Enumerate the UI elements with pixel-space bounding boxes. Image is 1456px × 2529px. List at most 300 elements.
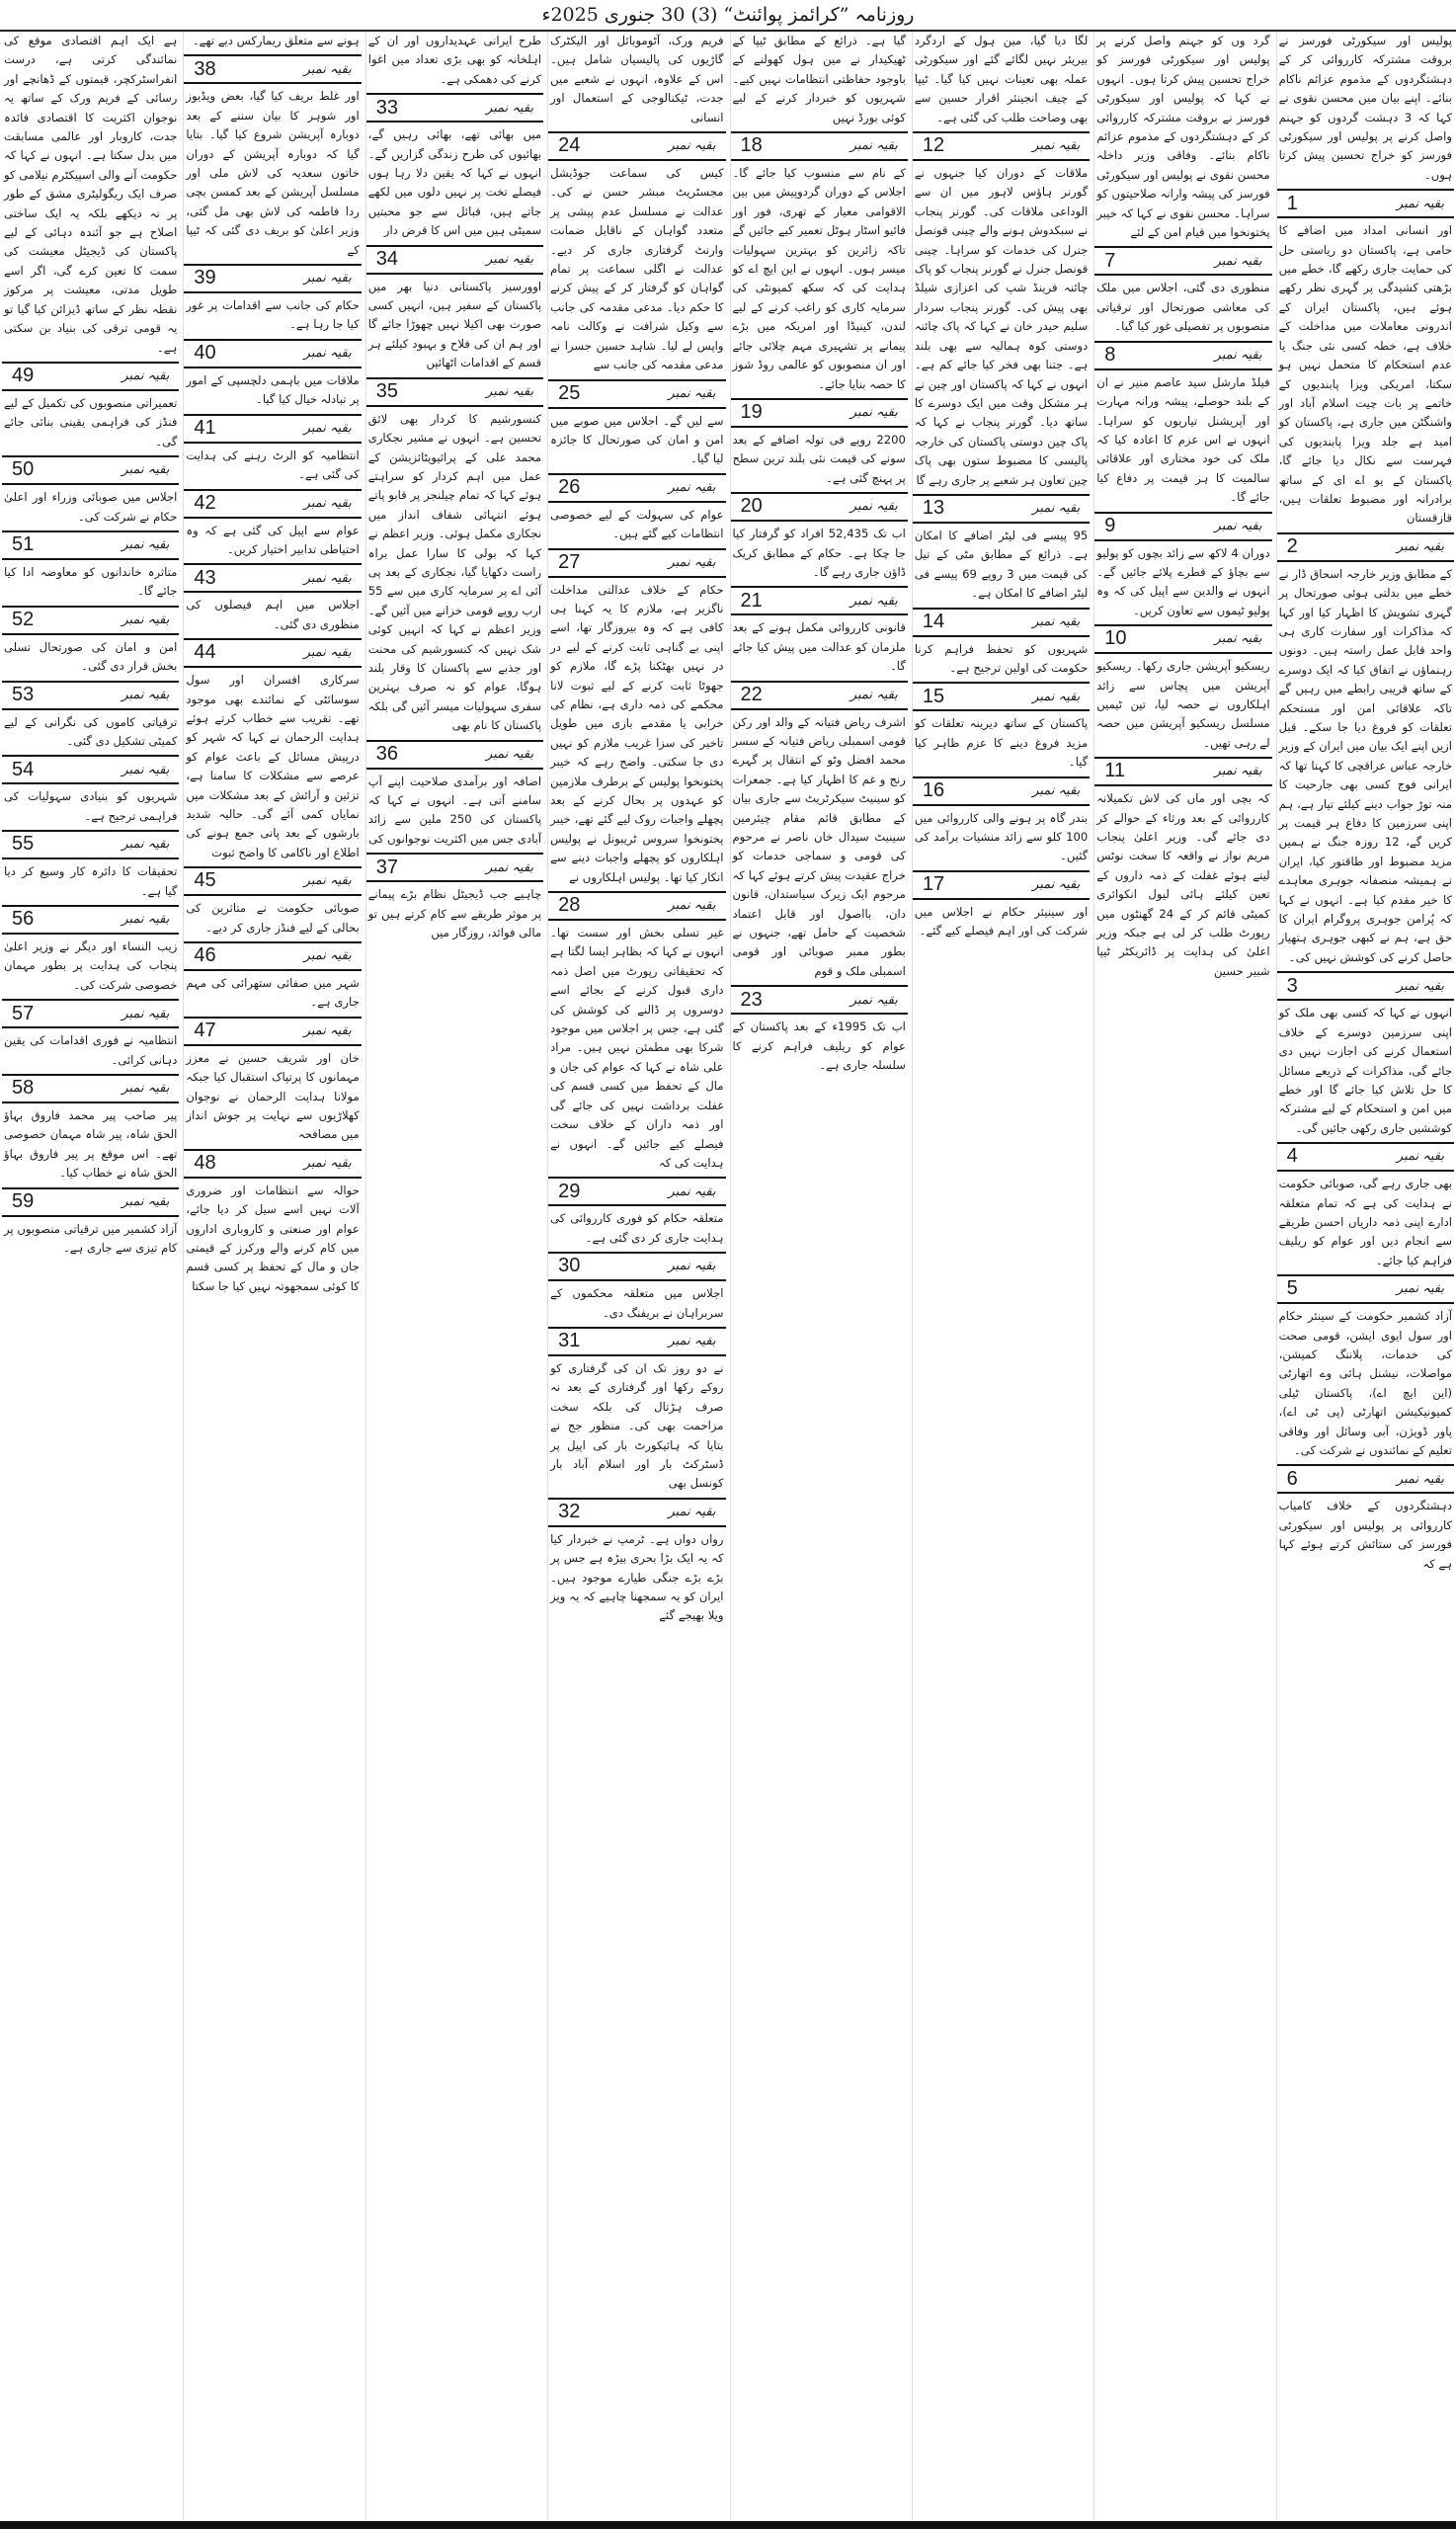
section-number: 19 bbox=[740, 401, 763, 424]
section-number: 41 bbox=[194, 416, 216, 439]
section-body-text: آزاد کشمیر حکومت کے سینئر حکام اور سول ایوی ایشن، قومی صحت کی خدمات، پلاننگ کمیشن، مواصلات، نیشنل ہائی وے اتھارٹی (این ایچ اے)، پاکستان ٹیلی کمیونیکیشن اتھارٹی (پی ٹی اے)، پاور ڈویژن، آبی وسائل اور وفاقی تعلیم کے نمائندوں نے شرکت کی۔ bbox=[1278, 1309, 1452, 1457]
continuation-section bbox=[2, 530, 179, 602]
section-number: 56 bbox=[12, 908, 35, 931]
section-body-text: 2200 روپے فی تولہ اضافے کے بعد سونے کی قیمت نئی بلند ترین سطح پر پہنچ گئی ہے۔ bbox=[732, 432, 906, 485]
section-number: 14 bbox=[922, 610, 945, 632]
continuation-section bbox=[913, 608, 1090, 679]
section-label: بقیہ نمبر bbox=[1214, 253, 1262, 269]
section-number: 39 bbox=[194, 267, 216, 289]
section-number: 8 bbox=[1104, 343, 1116, 366]
section-body-text: دوران 4 لاکھ سے زائد بچوں کو پولیو سے بچاؤ کے قطرے پلائے جائیں گے۔ انہوں نے والدین سے اپیل کی کہ وہ پولیو ٹیموں سے تعاون کریں۔ bbox=[1096, 545, 1270, 617]
section-number: 43 bbox=[194, 566, 216, 589]
continuation-section bbox=[1277, 971, 1454, 1138]
section-label: بقیہ نمبر bbox=[121, 1193, 170, 1209]
section-label: بقیہ نمبر bbox=[1396, 196, 1444, 211]
section-label: بقیہ نمبر bbox=[121, 762, 170, 777]
continuation-section bbox=[731, 131, 908, 394]
section-header bbox=[548, 1252, 725, 1281]
section-body-text: تحقیقات کا دائرہ کار وسیع کر دیا گیا ہے۔ bbox=[4, 864, 178, 898]
section-label: بقیہ نمبر bbox=[486, 746, 534, 762]
section-number: 40 bbox=[194, 342, 216, 365]
section-header bbox=[1094, 624, 1271, 654]
section-body-text: ملاقات میں باہمی دلچسپی کے امور پر تبادلہ خیال کیا گیا۔ bbox=[186, 372, 360, 407]
section-header bbox=[2, 1187, 179, 1217]
section-header bbox=[2, 681, 179, 710]
continuation-section bbox=[731, 398, 908, 488]
section-label: بقیہ نمبر bbox=[668, 1183, 716, 1199]
section-label: بقیہ نمبر bbox=[849, 138, 898, 154]
section-body-text: اجلاس میں صوبائی وزراء اور اعلیٰ حکام نے شرکت کی۔ bbox=[4, 490, 178, 524]
section-header bbox=[548, 548, 725, 578]
section-header bbox=[2, 606, 179, 635]
section-label: بقیہ نمبر bbox=[849, 499, 898, 515]
section-body-text: متعلقہ حکام کو فوری کارروائی کی ہدایت جاری کر دی گئی ہے۔ bbox=[550, 1211, 724, 1245]
continuation-section bbox=[2, 1074, 179, 1183]
section-body-text: اشرف ریاض فتیانہ کے والد اور رکن قومی اسمبلی ریاض فتیانہ کے سسر محمد افضل وٹو کے انتقال پر گہرے رنج و غم کا اظہار کیا ہے۔ جمعرات کو سینیٹ سیکرٹریٹ سے جاری بیان کے مطابق قائم مقام چیئرمین سینیٹ سیدال خان ناصر نے مرحوم کی قومی و سماجی خدمات کو خراج عقیدت پیش کرتے ہوئے کہا کہ مرحوم ایک زیرک سیاستدان، قانون دان، بااصول اور قابل اعتماد شخصیت کے حامل تھے، جنہوں نے بطور ممبر صوبائی اور قومی اسمبلی ملک و قوم bbox=[732, 714, 906, 978]
column-lead-text: پولیس اور سیکورٹی فورسز نے بروقت مشترکہ کارروائی کر کے دہشتگردوں کے مذموم عزائم ناکام بنائے۔ اپنے بیان میں محسن نقوی نے کہا کہ 3 دہشت گردوں کو جہنم واصل کرنے پر پولیس اور سیکورٹی فورسز کو خراج تحسین پیش کرتا ہوں۔ bbox=[1278, 34, 1452, 182]
continuation-section bbox=[1277, 189, 1454, 529]
section-number: 16 bbox=[922, 778, 945, 801]
continuation-section bbox=[2, 999, 179, 1070]
column-lead-text: فریم ورک، آٹوموبائل اور الیکٹرک گاڑیوں کی پالیسیاں شامل ہیں۔ اس کے علاوہ، انہوں نے شعبے میں جدت، ٹیکنالوجی کے استعمال اور انسانی bbox=[550, 34, 724, 124]
continuation-section bbox=[1094, 624, 1271, 753]
section-number: 25 bbox=[558, 381, 581, 404]
section-number: 7 bbox=[1104, 249, 1116, 272]
section-number: 22 bbox=[740, 683, 763, 705]
section-number: 55 bbox=[12, 833, 35, 856]
section-number: 1 bbox=[1286, 192, 1298, 214]
continuation-section bbox=[2, 1187, 179, 1259]
section-header bbox=[2, 755, 179, 784]
section-body-text: تعمیراتی منصوبوں کی تکمیل کے لیے فنڈز کی فراہمی یقینی بنائی جائے گی۔ bbox=[4, 395, 178, 449]
continuation-section bbox=[184, 54, 361, 260]
continuation-section bbox=[366, 740, 543, 850]
column-lead-text: گرد وں کو جہنم واصل کرنے پر پولیس اور سیکورٹی فورسز کو خراج تحسین پیش کرتا ہوں۔ انہوں نے کہا کہ پولیس اور سیکورٹی فورسز نے بروقت مشترکہ کارروائی کر کے دہشتگردوں کے مذموم عزائم ناکام بنائے۔ وفاقی وزیر داخلہ محسن نقوی نے پولیس اور سیکورٹی فورسز کی پیشہ وارانہ صلاحیتوں کو سراہا۔ محسن نقوی نے کہا کہ خیبر پختونخوا میں قیام امن کے لئے bbox=[1096, 34, 1270, 240]
column-lead-text: گیا ہے۔ ذرائع کے مطابق ٹیپا کے ٹھیکیدار نے مین ہول کھولنے کے باوجود حفاظتی انتظامات نہیں کیے۔ شہریوں کو خبردار کرنے کے لیے کوئی بورڈ نہیں bbox=[732, 34, 906, 124]
continuation-section bbox=[184, 264, 361, 335]
section-number: 27 bbox=[558, 550, 581, 573]
continuation-section bbox=[1277, 1464, 1454, 1574]
newspaper-page bbox=[0, 32, 1456, 2521]
continuation-section bbox=[731, 681, 908, 982]
continuation-section bbox=[548, 1327, 725, 1494]
section-number: 49 bbox=[12, 365, 35, 387]
section-label: بقیہ نمبر bbox=[1214, 347, 1262, 363]
section-label: بقیہ نمبر bbox=[303, 873, 352, 889]
section-label: بقیہ نمبر bbox=[1396, 1471, 1444, 1487]
column-lead-text: ہونے سے متعلق ریمارکس دیے تھے۔ bbox=[192, 34, 360, 47]
section-header bbox=[548, 379, 725, 409]
continuation-section bbox=[913, 776, 1090, 866]
section-label: بقیہ نمبر bbox=[668, 1334, 716, 1349]
section-header bbox=[731, 492, 908, 522]
section-label: بقیہ نمبر bbox=[121, 912, 170, 928]
section-body-text: کے مطابق وزیر خارجہ اسحاق ڈار نے خطے میں بدلتی ہوئی صورتحال پر گہری تشویش کا اظہار کیا اور کہا کہ مذاکرات اور سفارت کاری ہی واحد قابل عمل راستہ ہیں۔ دونوں رہنماؤں نے اتفاق کیا کہ ایک دوسرے کے ساتھ قریبی رابطے میں رہیں گے تاکہ علاقائی امن اور مستحکم تعلقات کو فروغ دیا جا سکے۔ قبل ازیں اپنے ایک بیان میں ایران کے وزیر خارجہ عباس عراقچی کا کہنا تھا کہ ایرانی فوج کسی بھی جارحیت کا منہ توڑ جواب دینے کیلئے تیار ہے، ہم اپنی سرزمین کا دفاع ہر قیمت پر کریں گے، 12 روزہ جنگ نے ہمیں مزید مضبوط اور طاقتور کیا، ایران نے ہمیشہ منصفانہ جوہری معاہدے کا خیر مقدم کیا ہے۔ انہوں نے کہا کہ پُرامن جوہری پروگرام ایران کا حق ہے، ہم نے کبھی جوہری ہتھیار حاصل کرنے کی کوشش نہیں کی۔ bbox=[1278, 566, 1452, 964]
continuation-section bbox=[731, 586, 908, 676]
column-lead-text: لگا دیا گیا، مین ہول کے اردگرد بیریئر نہیں لگائے گئے اور سیکورٹی عملہ بھی تعینات نہیں کیا گیا۔ ٹیپا کے چیف انجینئر اقرار حسین سے بھی وضاحت طلب کی گئی ہے۔ bbox=[914, 34, 1089, 124]
section-label: بقیہ نمبر bbox=[1032, 501, 1081, 517]
section-body-text: عوام سے اپیل کی گئی ہے کہ وہ احتیاطی تدابیر اختیار کریں۔ bbox=[186, 523, 360, 556]
section-number: 24 bbox=[558, 134, 581, 157]
section-number: 6 bbox=[1286, 1467, 1298, 1490]
section-number: 4 bbox=[1286, 1145, 1298, 1168]
section-body-text: انتظامیہ نے فوری اقدامات کی یقین دہانی کرائی۔ bbox=[4, 1033, 178, 1067]
section-number: 5 bbox=[1286, 1277, 1298, 1300]
section-header bbox=[2, 830, 179, 859]
section-label: بقیہ نمبر bbox=[668, 480, 716, 496]
section-number: 59 bbox=[12, 1189, 35, 1212]
section-header bbox=[731, 681, 908, 710]
section-number: 53 bbox=[12, 683, 35, 705]
section-header bbox=[2, 1074, 179, 1103]
section-body-text: آزاد کشمیر میں ترقیاتی منصوبوں پر کام تیزی سے جاری ہے۔ bbox=[4, 1221, 178, 1256]
section-number: 33 bbox=[375, 96, 398, 119]
news-column bbox=[730, 32, 908, 2521]
section-body-text: عوام کی سہولت کے لیے خصوصی انتظامات کیے گئے ہیں۔ bbox=[550, 507, 724, 541]
section-label: بقیہ نمبر bbox=[303, 570, 352, 586]
continuation-section bbox=[731, 492, 908, 582]
section-header bbox=[366, 853, 543, 882]
section-header bbox=[184, 563, 361, 593]
section-number: 18 bbox=[740, 134, 763, 157]
section-header bbox=[184, 941, 361, 971]
section-header bbox=[731, 586, 908, 615]
section-number: 21 bbox=[740, 589, 763, 612]
section-number: 48 bbox=[194, 1152, 216, 1175]
section-body-text: میں بھائی تھے، بھائی رہیں گے، بھائیوں کی طرح زندگی گزاریں گے۔ انہوں نے کہا کہ یقین دلا رہا ہوں فیصلے تخت پر نہیں دلوں میں لکھے جاتے ہیں، قبائل سے جو محبتیں سمیٹی ہیں میں اس کا قرض دار bbox=[367, 127, 542, 238]
section-body-text: اب تک 1995ء کے بعد پاکستان کے عوام کو ریلیف فراہم کرنے کا سلسلہ جاری ہے۔ bbox=[732, 1020, 906, 1073]
news-column bbox=[1093, 32, 1271, 2521]
continuation-section bbox=[184, 489, 361, 560]
section-number: 46 bbox=[194, 944, 216, 967]
section-number: 2 bbox=[1286, 535, 1298, 558]
section-number: 11 bbox=[1104, 760, 1126, 782]
section-body-text: سرکاری افسران اور سول سوسائٹی کے نمائندے بھی موجود تھے۔ تقریب سے خطاب کرتے ہوئے ہدایت الرحمان نے کہا کہ شہر کو درپیش مسائل کے باعث عوام کو عرصے سے مشکلات کا سامنا ہے، تزئین و آرائش کے بعد مشکلات میں نمایاں کمی آئے گی۔ حالیہ شدید بارشوں کے بعد پانی جمع ہونے کی اطلاع اور ناکامی کا واضح ثبوت bbox=[186, 673, 360, 859]
section-number: 58 bbox=[12, 1077, 35, 1100]
continuation-section bbox=[2, 830, 179, 901]
continuation-section bbox=[1094, 341, 1271, 508]
continuation-section bbox=[184, 866, 361, 938]
section-number: 3 bbox=[1286, 974, 1298, 997]
section-header bbox=[548, 1177, 725, 1206]
section-number: 37 bbox=[375, 856, 398, 878]
section-label: بقیہ نمبر bbox=[121, 612, 170, 628]
section-body-text: انتظامیہ کو الرٹ رہنے کی ہدایت کی گئی ہے۔ bbox=[186, 448, 360, 482]
section-label: بقیہ نمبر bbox=[303, 1023, 352, 1039]
section-header bbox=[1094, 512, 1271, 541]
section-label: بقیہ نمبر bbox=[1032, 613, 1081, 629]
continuation-section bbox=[184, 1149, 361, 1296]
section-body-text: بھی جاری رہے گی، صوبائی حکومت نے ہدایت کی ہے کہ تمام متعلقہ ادارے اپنی ذمہ داریاں احسن طریقے سے انجام دیں اور عوام کو ریلیف فراہم کیا جائے۔ bbox=[1278, 1177, 1452, 1267]
section-label: بقیہ نمبر bbox=[1032, 689, 1081, 704]
column-lead-text: ہے ایک اہم اقتصادی موقع کی نمائندگی کرتی ہے، درست انفراسٹرکچر، قیمتوں کے ڈھانچے اور رسائی کے فریم ورک کے ساتھ یہ نوجوان اکثریت کا اقتصادی فائدہ جدت، کاروبار اور عالمی مسابقت میں بدل سکتا ہے۔ انہوں نے کہا کہ حکومت آنے والی اسپیکٹرم نیلامی کو صرف ایک ریگولیٹری مشق کے طور پر نہ دیکھے بلکہ یہ ایک ساختی اصلاح ہے جو آئندہ دہائی کے لیے پاکستان کی ڈیجیٹل معیشت کی سمت کا تعین کرے گی، اگر اسے طویل مدتی، معیشت پر مرکوز نقطہ نظر کے ساتھ ڈیزائن کیا گیا تو یہ قومی ترقی کی بنیاد بن سکتی ہے۔ bbox=[4, 34, 178, 355]
section-header bbox=[1094, 757, 1271, 786]
section-header bbox=[1277, 532, 1454, 562]
continuation-section bbox=[184, 339, 361, 410]
continuation-section bbox=[1094, 246, 1271, 336]
section-label: بقیہ نمبر bbox=[1396, 539, 1444, 555]
section-body-text: بندر گاہ پر ہونے والی کارروائی میں 100 کلو سے زائد منشیات برآمد کی گئیں۔ bbox=[914, 810, 1089, 863]
continuation-section bbox=[366, 853, 543, 942]
section-number: 17 bbox=[922, 873, 945, 896]
section-number: 50 bbox=[12, 458, 35, 481]
section-body-text: اجلاس میں متعلقہ محکموں کے سربراہان نے بریفنگ دی۔ bbox=[550, 1286, 724, 1320]
section-header bbox=[1094, 246, 1271, 276]
section-body-text: حوالہ سے انتظامات اور ضروری آلات نہیں اسے سیل کر دیا جائے، عوام اور صنعتی و کاروباری اداروں میں کام کرنے والے ورکرز کے قیمتی جان و مال کے تحفظ پر کسی قسم کا کوئی سمجھوتہ نہیں کیا جا سکتا bbox=[186, 1183, 360, 1293]
section-number: 9 bbox=[1104, 514, 1116, 536]
section-header bbox=[184, 1149, 361, 1179]
section-body-text: اور انسانی امداد میں اضافے کا حامی ہے، پاکستان دو ریاستی حل کی حمایت جاری رکھے گا، خطے میں بڑھتی کشیدگی پر گہری نظر رکھے ہوئے ہیں، پاکستان ایران کے اندرونی معاملات میں مداخلت کے خلاف ہے، خطہ کسی نئی جنگ یا عدم استحکام کا متحمل نہیں ہو سکتا، امریکی ویزا پابندیوں کے خاتمے پر بات چیت اسلام آباد اور واشنگٹن میں جاری ہے، پاکستان کو امید ہے جلد ویزا پابندیوں کی فہرست سے نکال دیا جائے گا، پاکستان کے یو اے ای کے ساتھ برادرانہ اور مضبوط تعلقات ہیں، قازقستان bbox=[1278, 223, 1452, 526]
section-body-text: اور غلط بریف کیا گیا، بعض ویڈیوز اور شوہر کا بیان سننے کے بعد دوبارہ آپریشن شروع کیا گیا۔ بتایا گیا کہ دوبارہ آپریشن کے دوران خاتون سعدیہ کی لاش ملی اور مسلسل آپریشن کے بعد کمسن بچی ردا فاطمہ کی لاش بھی مل گئی، وزیر اعلیٰ کو بریف دی گئی کہ ٹیپا کے bbox=[186, 89, 360, 257]
section-label: بقیہ نمبر bbox=[668, 1505, 716, 1520]
section-number: 35 bbox=[375, 379, 398, 402]
section-label: بقیہ نمبر bbox=[1214, 631, 1262, 647]
continuation-section bbox=[366, 93, 543, 240]
section-header bbox=[731, 398, 908, 428]
section-label: بقیہ نمبر bbox=[668, 898, 716, 914]
section-header bbox=[1277, 1274, 1454, 1304]
continuation-section bbox=[1277, 532, 1454, 968]
continuation-section bbox=[2, 681, 179, 752]
footer-rule bbox=[0, 2521, 1456, 2529]
section-number: 45 bbox=[194, 869, 216, 892]
section-header bbox=[731, 131, 908, 161]
continuation-section bbox=[548, 379, 725, 469]
section-number: 38 bbox=[194, 57, 216, 80]
section-header bbox=[184, 1017, 361, 1046]
section-header bbox=[2, 905, 179, 935]
section-body-text: صوبائی حکومت نے متاثرین کی بحالی کے لیے فنڈز جاری کر دیے۔ bbox=[186, 901, 360, 935]
section-header bbox=[2, 362, 179, 391]
section-header bbox=[184, 54, 361, 84]
section-body-text: چاہیے جب ڈیجیٹل نظام بڑے پیمانے پر موثر طریقے سے کام کرتے ہیں تو مالی فوائد، روزگار میں bbox=[367, 887, 542, 940]
continuation-section bbox=[2, 606, 179, 677]
column-lead-text: طرح ایرانی عہدیداروں اور ان کے اہلخانہ کو بھی بڑی تعداد میں اغوا کرنے کی دھمکی ہے۔ bbox=[367, 34, 542, 86]
section-body-text: 95 پیسے فی لیٹر اضافے کا امکان ہے۔ ذرائع کے مطابق مٹی کے تیل کی قیمت میں 3 روپے 69 پیسے فی لیٹر اضافے کا امکان ہے۔ bbox=[914, 528, 1089, 601]
section-number: 42 bbox=[194, 491, 216, 514]
section-label: بقیہ نمبر bbox=[303, 645, 352, 661]
section-number: 26 bbox=[558, 476, 581, 499]
continuation-section bbox=[548, 1498, 725, 1626]
section-label: بقیہ نمبر bbox=[849, 405, 898, 421]
section-header bbox=[548, 1498, 725, 1527]
section-label: بقیہ نمبر bbox=[668, 554, 716, 570]
section-label: بقیہ نمبر bbox=[121, 1006, 170, 1021]
section-body-text: خان اور شریف حسین نے معزز مہمانوں کا پرتپاک استقبال کیا جبکہ مولانا ہدایت الرحمان نے نوجوان کھلاڑیوں سے نہایت پر جوش انداز میں مصافحہ bbox=[186, 1050, 360, 1142]
continuation-section bbox=[2, 455, 179, 527]
section-label: بقیہ نمبر bbox=[668, 1259, 716, 1274]
news-column bbox=[1276, 32, 1454, 2521]
section-label: بقیہ نمبر bbox=[121, 1081, 170, 1097]
section-header bbox=[913, 776, 1090, 806]
section-body-text: کہ بچی اور ماں کی لاش تکمیلانہ کارروائی کے بعد ورثاء کے حوالے کر دی جائے گی۔ وزیر اعلیٰ پنجاب مریم نواز نے واقعہ کا سخت نوٹس لیتے ہوئے غفلت کے ذمہ داروں کے تعین کیلئے ہائی لیول انکوائری کمیٹی قائم کر کے 24 گھنٹوں میں رپورٹ طلب کر لی ہے جبکہ وزیر اعلیٰ کی ہدایت پر ڈائریکٹر ٹیپا شبیر حسین bbox=[1096, 791, 1270, 978]
section-body-text: حکام کی جانب سے اقدامات پر غور کیا جا رہا ہے۔ bbox=[186, 298, 360, 332]
section-label: بقیہ نمبر bbox=[303, 420, 352, 436]
section-body-text: امن و امان کی صورتحال تسلی بخش قرار دی گئی۔ bbox=[4, 639, 178, 674]
section-header bbox=[1277, 971, 1454, 1001]
news-column bbox=[547, 32, 725, 2521]
continuation-section bbox=[1094, 512, 1271, 621]
section-number: 15 bbox=[922, 685, 945, 707]
section-body-text: رواں دواں ہے۔ ٹرمپ نے خبردار کیا کہ یہ ایک بڑا بحری بیڑہ ہے جس پر بڑے بڑے جنگی طیارے موجود ہیں۔ ایران کو یہ سمجھنا چاہیے کہ یہ ویز ویلا بھیجے گئے bbox=[550, 1531, 724, 1623]
section-number: 54 bbox=[12, 758, 35, 780]
news-column bbox=[183, 32, 361, 2521]
section-header bbox=[366, 245, 543, 275]
section-number: 23 bbox=[740, 988, 763, 1011]
continuation-section bbox=[2, 755, 179, 826]
section-number: 30 bbox=[558, 1255, 581, 1277]
section-header bbox=[2, 530, 179, 560]
section-body-text: کے نام سے منسوب کیا جائے گا۔ اجلاس کے دوران گردوپیش میں بین الاقوامی معیار کے تھری، فور اور فائیو اسٹار ہوٹل تعمیر کیے جائیں گے تاکہ زائرین کو بہترین سہولیات میسر ہوں۔ انہوں نے این ایچ اے کو ہدایت کی کہ سکھ کمیونٹی کی سرمایہ کاری کو راغب کرنے کے لیے لندن، کینیڈا اور امریکہ میں بڑے پیمانے پر تشہیری مہم چلائی جائے اور ان منصوبوں کو عالمی روڈ شوز کا حصہ بنایا جائے۔ bbox=[732, 166, 906, 391]
section-body-text: غیر تسلی بخش اور سست تھا۔ انہوں نے کہا کہ بظاہر ایسا لگتا ہے کہ تحقیقاتی رپورٹ میں اصل ذمہ داری قبول کرنے کے بجائے اسے دوسروں پر ڈالنے کی کوشش کی گئی ہے، جس پر اجلاس میں موجود شرکا بھی مطمئن نہیں ہیں۔ مراد علی شاہ نے کہا کہ عوام کی جان و مال کے تحفظ میں کسی قسم کی غفلت برداشت نہیں کی جائے گی اور ذمہ داران کے خلاف سخت فیصلے کیے جائیں گے۔ انہوں نے ہدایت کی کہ bbox=[550, 926, 724, 1170]
section-body-text: اور سینیئر حکام نے اجلاس میں شرکت کی اور اہم فیصلے کیے گئے۔ bbox=[914, 904, 1089, 938]
section-label: بقیہ نمبر bbox=[303, 1156, 352, 1172]
section-body-text: قانونی کارروائی مکمل ہونے کے بعد ملزمان کو عدالت میں پیش کیا جائے گا۔ bbox=[732, 620, 906, 674]
section-number: 47 bbox=[194, 1020, 216, 1042]
continuation-section bbox=[2, 362, 179, 451]
section-header bbox=[184, 489, 361, 519]
section-number: 31 bbox=[558, 1330, 581, 1352]
continuation-section bbox=[1094, 757, 1271, 981]
section-header bbox=[2, 455, 179, 485]
section-header bbox=[913, 682, 1090, 711]
news-column bbox=[365, 32, 543, 2521]
newspaper-masthead bbox=[0, 0, 1456, 32]
section-body-text: دہشتگردوں کے خلاف کامیاب کارروائی پر پولیس اور سیکورٹی فورسز کی ستائش کرتے ہوئے کہا ہے کہ bbox=[1278, 1499, 1452, 1571]
section-header bbox=[2, 999, 179, 1028]
section-label: بقیہ نمبر bbox=[486, 100, 534, 116]
section-label: بقیہ نمبر bbox=[303, 271, 352, 286]
section-body-text: پاکستان کے ساتھ دیرینہ تعلقات کو مزید فروغ دینے کا عزم ظاہر کیا گیا۔ bbox=[914, 716, 1089, 770]
section-label: بقیہ نمبر bbox=[1396, 1281, 1444, 1297]
section-label: بقیہ نمبر bbox=[121, 537, 170, 553]
section-number: 34 bbox=[375, 247, 398, 270]
masthead-title: روزنامہ ”کرائمز پوائنٹ“ (3) 30 جنوری 2025ء bbox=[541, 4, 915, 26]
continuation-section bbox=[184, 414, 361, 485]
section-label: بقیہ نمبر bbox=[303, 495, 352, 511]
section-label: بقیہ نمبر bbox=[486, 383, 534, 399]
section-body-text: حکام کے خلاف عدالتی مداخلت ناگزیر ہے، ملازم کا یہ کہنا ہی کافی ہے کہ وہ بیروزگار تھا، اسے اپنی بے گناہی ثابت کرنے کے لیے در در نہیں بھٹکنا پڑے گا، ملازم کو جھوٹا ثابت کرنے کے لیے ثبوت لانا محکمے کی ذمہ داری ہے، نظام کی خرابی یا مقدمے بازی میں طویل تاخیر کی سزا غریب ملازم کو نہیں دی جا سکتی۔ واضح رہے کہ خیبر پختونخوا پولیس کے برطرف ملازمین کو عہدوں پر بحال کرنے کے بعد پچھلے واجبات روک لیے گئے تھے، خیبر پختونخوا سروس ٹریبونل نے پولیس اہلکاروں کو پچھلے واجبات دینے سے انکار کیا تھا۔ پولیس اہلکاروں نے bbox=[550, 582, 724, 884]
continuation-section bbox=[913, 682, 1090, 772]
section-label: بقیہ نمبر bbox=[1396, 978, 1444, 994]
section-body-text: فیلڈ مارشل سید عاصم منیر نے ان کے بلند حوصلے، پیشہ ورانہ مہارت اور آپریشنل تیاریوں کو سراہا۔ انہوں نے اس عزم کا اعادہ کیا کہ ملک کی خود مختاری اور علاقائی سالمیت کا ہر قیمت پر دفاع کیا جائے گا۔ bbox=[1096, 374, 1270, 505]
section-label: بقیہ نمبر bbox=[121, 368, 170, 384]
section-body-text: سے لیں گے۔ اجلاس میں صوبے میں امن و امان کی صورتحال کا جائزہ لیا گیا۔ bbox=[550, 413, 724, 466]
section-header bbox=[913, 870, 1090, 900]
continuation-section bbox=[913, 131, 1090, 490]
section-body-text: نے دو روز تک ان کی گرفتاری کو روکے رکھا اور گرفتاری کے بعد نہ صرف ہڑتال کی بلکہ سخت مزاحمت بھی کی۔ منظور جج نے بتایا کہ ہائیکورٹ بار کی اپیل پر ڈسٹرکٹ بار اور اسلام آباد بار کونسل بھی bbox=[550, 1360, 724, 1491]
section-body-text: ریسکیو آپریشن جاری رکھا۔ ریسکیو آپریشن میں پچاس سے زائد اہلکاروں نے حصہ لیا، تین ٹیمیں مسلسل ریسکیو آپریشن میں حصہ لے رہی تھیں۔ bbox=[1096, 659, 1270, 750]
section-header bbox=[548, 1327, 725, 1356]
section-body-text: کیس کی سماعت جوڈیشل مجسٹریٹ مبشر حسن نے کی۔ عدالت نے مسلسل عدم پیشی پر متعدد گواہان کے ناقابل ضمانت وارنٹ گرفتاری جاری کر دیے۔ عدالت نے اگلی سماعت پر تمام گواہان کو گرفتار کر کے پیش کرنے کا حکم دیا۔ مدعی مقدمہ کی جانب سے وکیل شرافت نے وکالت نامہ واپس لے لیا۔ شاہد حسین جسرا نے مدعی مقدمہ کی جانب سے bbox=[550, 166, 724, 372]
section-label: بقیہ نمبر bbox=[668, 138, 716, 154]
section-header bbox=[913, 131, 1090, 161]
section-label: بقیہ نمبر bbox=[668, 385, 716, 401]
section-header bbox=[548, 891, 725, 921]
section-number: 57 bbox=[12, 1002, 35, 1024]
continuation-section bbox=[2, 905, 179, 995]
section-number: 32 bbox=[558, 1501, 581, 1523]
section-number: 28 bbox=[558, 894, 581, 917]
section-number: 36 bbox=[375, 742, 398, 765]
section-header bbox=[1094, 341, 1271, 370]
section-label: بقیہ نمبر bbox=[121, 687, 170, 702]
section-number: 52 bbox=[12, 609, 35, 631]
section-header bbox=[913, 608, 1090, 637]
section-label: بقیہ نمبر bbox=[1032, 138, 1081, 154]
continuation-section bbox=[184, 941, 361, 1013]
section-number: 44 bbox=[194, 641, 216, 664]
section-label: بقیہ نمبر bbox=[303, 948, 352, 964]
section-header bbox=[1277, 189, 1454, 218]
continuation-section bbox=[366, 245, 543, 373]
section-header bbox=[184, 866, 361, 896]
continuation-section bbox=[366, 377, 543, 736]
section-label: بقیہ نمبر bbox=[303, 61, 352, 77]
section-header bbox=[1277, 1142, 1454, 1172]
section-number: 13 bbox=[922, 497, 945, 520]
section-header bbox=[366, 93, 543, 122]
section-number: 12 bbox=[922, 134, 945, 157]
section-header bbox=[184, 339, 361, 368]
continuation-section bbox=[1277, 1274, 1454, 1460]
section-label: بقیہ نمبر bbox=[1396, 1149, 1444, 1165]
section-label: بقیہ نمبر bbox=[849, 992, 898, 1008]
continuation-section bbox=[1277, 1142, 1454, 1270]
section-body-text: شہریوں کو تحفظ فراہم کرنا حکومت کی اولین ترجیح ہے۔ bbox=[914, 641, 1089, 675]
section-body-text: انہوں نے کہا کہ کسی بھی ملک کو اپنی سرزمین دوسرے کے خلاف استعمال کرنے کی اجازت نہیں دی جائے گی، مذاکرات کے ذریعے مسائل کا حل تلاش کیا جائے گا اور خطے میں امن و استحکام کے لیے مشترکہ کوششیں جاری رکھی جائیں گی۔ bbox=[1278, 1006, 1452, 1135]
section-header bbox=[548, 131, 725, 161]
section-label: بقیہ نمبر bbox=[1214, 518, 1262, 533]
section-body-text: متاثرہ خاندانوں کو معاوضہ ادا کیا جائے گا۔ bbox=[4, 564, 178, 599]
section-body-text: ملاقات کے دوران کیا جنہوں نے گورنر ہاؤس لاہور میں ان سے الوداعی ملاقات کی۔ گورنر پنجاب نے سبکدوش ہونے والے چینی قونصل جنرل کی خدمات کو سراہا۔ چینی قونصل جنرل نے گورنر پنجاب کو پاک چائنہ فرینڈ شپ کی اعزازی شیلڈ بھی پیش کی۔ گورنر پنجاب سردار سلیم حیدر خان نے کہا کہ پاک چائنہ دوستی کوہ ہمالیہ سے بھی بلند ہے۔ جتنا بھی فخر کیا جائے کم ہے۔ انہوں نے کہا کہ پاکستان اور چین نے ہر مشکل وقت میں ایک دوسرے کا ساتھ دیا۔ گورنر پنجاب نے کہا کہ پاک چین دوستی پاکستان کی خارجہ پالیسی کا مضبوط ستون بھی پاک چین تعاون ہر شعبے پر جاری رہے گا bbox=[914, 166, 1089, 487]
section-header bbox=[731, 985, 908, 1015]
section-label: بقیہ نمبر bbox=[1214, 764, 1262, 779]
continuation-section bbox=[548, 473, 725, 544]
continuation-section bbox=[184, 638, 361, 862]
section-header bbox=[184, 414, 361, 444]
section-label: بقیہ نمبر bbox=[486, 251, 534, 267]
continuation-section bbox=[548, 548, 725, 888]
section-body-text: پیر صاحب پیر محمد فاروق بہاؤ الحق شاہ، پیر شاہ مہمان خصوصی تھے۔ اس موقع پر پیر فاروق بہاؤ الحق شاہ نے خطاب کیا۔ bbox=[4, 1108, 178, 1181]
section-label: بقیہ نمبر bbox=[303, 346, 352, 362]
section-body-text: اضافہ اور برآمدی صلاحیت اپنے آپ سامنے آتی ہے۔ انہوں نے کہا کہ پاکستان کی 250 ملین سے زائد آبادی جس میں اکثریت نوجوانوں کی bbox=[367, 774, 542, 846]
section-label: بقیہ نمبر bbox=[849, 687, 898, 702]
section-label: بقیہ نمبر bbox=[1032, 877, 1081, 893]
continuation-section bbox=[548, 131, 725, 374]
section-body-text: منظوری دی گئی، اجلاس میں ملک کی معاشی صورتحال اور ترقیاتی منصوبوں پر تفصیلی غور کیا گیا۔ bbox=[1096, 281, 1270, 334]
section-number: 10 bbox=[1104, 627, 1127, 650]
section-header bbox=[184, 264, 361, 293]
continuation-section bbox=[913, 870, 1090, 941]
section-body-text: کنسورشیم کا کردار بھی لائق تحسین ہے۔ انہوں نے مشیر نجکاری محمد علی کے پرائیویٹائزیشن کے عمل میں اہم کردار کو سراہتے ہوئے کہا کہ تمام چیلنجز پر قابو پاتے ہوئے انتہائی شفاف انداز میں نجکاری مکمل ہوئی۔ وزیر اعظم نے کہا کہ بولی کا سارا عمل براہ راست دکھایا گیا، نجکاری کے بعد پی آئی اے پر سرمایہ کاری میں سے 55 ارب روپے قومی خزانے میں آئیں گے۔ وزیر اعظم نے کہا کہ انہیں کوئی شک نہیں کہ کنسورشیم کی محنت اور جذبے سے پاکستان کا وقار بلند ہوگا، عوام کو نہ صرف بہترین سفری سہولیات میسر آئیں گی بلکہ پاکستان کا نام بھی bbox=[367, 411, 542, 733]
continuation-section bbox=[548, 1177, 725, 1248]
section-label: بقیہ نمبر bbox=[486, 859, 534, 875]
section-body-text: شہریوں کو بنیادی سہولیات کی فراہمی ترجیح ہے۔ bbox=[4, 789, 178, 823]
section-header bbox=[548, 473, 725, 503]
news-column bbox=[2, 32, 179, 2521]
continuation-section bbox=[184, 563, 361, 634]
section-header bbox=[1277, 1464, 1454, 1494]
section-body-text: شہر میں صفائی ستھرائی کی مہم جاری ہے۔ bbox=[186, 976, 360, 1010]
section-number: 20 bbox=[740, 495, 763, 518]
section-label: بقیہ نمبر bbox=[1032, 782, 1081, 798]
section-body-text: ترقیاتی کاموں کی نگرانی کے لیے کمیٹی تشکیل دی گئی۔ bbox=[4, 714, 178, 748]
continuation-section bbox=[731, 985, 908, 1075]
section-number: 29 bbox=[558, 1180, 581, 1202]
section-body-text: اجلاس میں اہم فیصلوں کی منظوری دی گئی۔ bbox=[186, 598, 360, 631]
section-header bbox=[184, 638, 361, 668]
